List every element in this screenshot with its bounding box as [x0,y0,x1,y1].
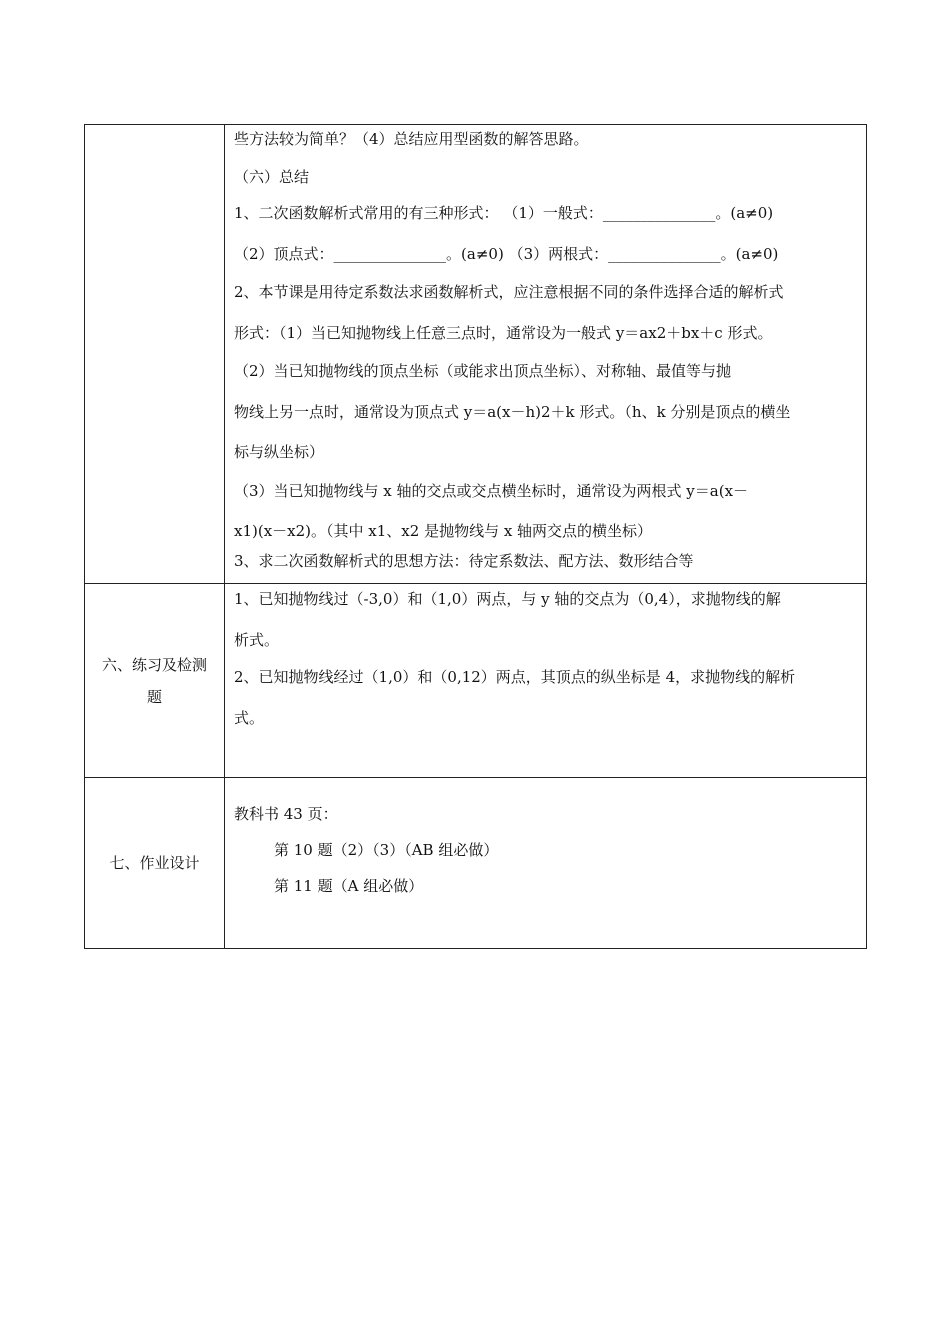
practice-line-1: 1、已知抛物线过（-3,0）和（1,0）两点，与 y 轴的交点为（0,4），求抛物线的解 [234,590,781,608]
homework-line-3: 第 11 题（A 组必做） [274,877,424,895]
summary-line-7: （2）当已知抛物线的顶点坐标（或能求出顶点坐标）、对称轴、最值等与抛 [234,362,732,380]
summary-line-1: 些方法较为简单？（4）总结应用型函数的解答思路。 [234,130,589,148]
summary-line-2: （六）总结 [234,168,310,186]
homework-label: 七、作业设计 [109,854,200,872]
summary-line-12: 3、求二次函数解析式的思想方法：待定系数法、配方法、数形结合等 [234,552,694,570]
practice-line-4: 式。 [234,709,265,727]
homework-label-cell [85,778,225,949]
summary-line-9: 标与纵坐标） [234,443,325,461]
practice-label-line-2: 题 [146,687,162,706]
summary-content-cell [225,125,867,584]
summary-label-cell [85,125,225,584]
practice-label-cell [85,584,225,778]
lesson-plan-table [84,124,867,949]
summary-line-6: 形式：（1）当已知抛物线上任意三点时，通常设为一般式 y＝ax2＋bx＋c 形式。 [234,324,773,342]
practice-line-2: 析式。 [234,631,280,649]
summary-line-11: x1)(x－x2)。（其中 x1、x2 是抛物线与 x 轴两交点的横坐标） [234,522,653,540]
practice-row [85,584,867,778]
homework-line-2: 第 10 题（2）（3）（AB 组必做） [274,841,499,859]
practice-content-cell [225,584,867,778]
practice-line-3: 2、已知抛物线经过（1,0）和（0,12）两点，其顶点的纵坐标是 4，求抛物线的解析 [234,668,796,686]
summary-row [85,125,867,584]
summary-line-5: 2、本节课是用待定系数法求函数解析式，应注意根据不同的条件选择合适的解析式 [234,283,784,301]
homework-line-1: 教科书 43 页： [234,805,338,823]
summary-line-10: （3）当已知抛物线与 x 轴的交点或交点横坐标时，通常设为两根式 y＝a(x－ [234,482,749,500]
summary-line-3: 1、二次函数解析式常用的有三种形式： （1）一般式：_______________。(a≠0) [234,204,774,222]
homework-content-cell [225,778,867,949]
summary-line-8: 物线上另一点时，通常设为顶点式 y＝a(x－h)2＋k 形式。（h、k 分别是顶点的横坐 [234,403,791,421]
summary-line-4: （2）顶点式：_______________。(a≠0) （3）两根式：_______________。(a≠0) [234,245,779,263]
practice-label-line-1: 六、练习及检测 [101,655,207,674]
homework-row [85,778,867,949]
